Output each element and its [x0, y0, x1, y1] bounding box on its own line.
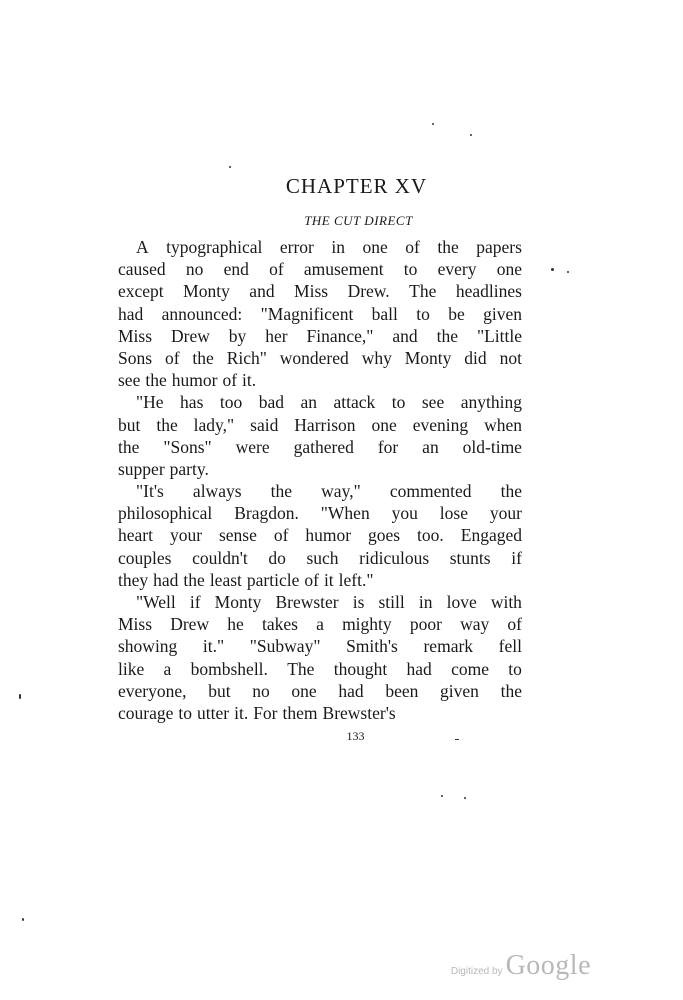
- scan-speck: [22, 918, 24, 921]
- scan-speck: [464, 797, 466, 799]
- chapter-subtitle: THE CUT DIRECT: [304, 213, 413, 228]
- text-line: everyone, but no one had been given the: [118, 680, 522, 701]
- text-line: philosophical Bragdon. "When you lose your: [118, 503, 522, 524]
- google-logo: Google: [505, 950, 591, 981]
- text-line: the "Sons" were gathered for an old-time: [118, 436, 522, 457]
- text-line: "It's always the way," commented the: [136, 481, 522, 502]
- scan-speck: [441, 795, 443, 797]
- text-line: "He has too bad an attack to see anything: [136, 392, 522, 413]
- text-line: Miss Drew by her Finance," and the "Little: [118, 325, 522, 346]
- text-line: showing it." "Subway" Smith's remark fell: [118, 636, 522, 657]
- digitized-watermark: [451, 950, 591, 982]
- scan-speck: [470, 134, 472, 136]
- body-text: [118, 236, 522, 724]
- text-line: supper party.: [118, 458, 209, 479]
- text-line: except Monty and Miss Drew. The headlines: [118, 281, 522, 302]
- text-line: they had the least particle of it left.": [118, 569, 374, 590]
- text-line: "Well if Monty Brewster is still in love with: [136, 592, 522, 612]
- text-line: couples couldn't do such ridiculous stunts if: [118, 547, 522, 568]
- scan-speck: [455, 739, 459, 740]
- scan-speck: [19, 694, 21, 699]
- text-line: heart your sense of humor goes too. Engaged: [118, 525, 522, 546]
- watermark-prefix: Digitized by: [450, 966, 503, 977]
- text-line: but the lady," said Harrison one evening when: [118, 414, 522, 435]
- text-line: A typographical error in one of the papers: [136, 237, 522, 257]
- page-number: 133: [346, 729, 365, 743]
- scan-speck: [432, 123, 434, 125]
- text-line: Miss Drew he takes a mighty poor way of: [118, 614, 522, 635]
- text-line: like a bombshell. The thought had come to: [118, 658, 522, 679]
- text-line: had announced: "Magnificent ball to be given: [118, 303, 522, 324]
- chapter-heading: CHAPTER XV: [285, 174, 428, 198]
- scan-speck: [229, 166, 231, 168]
- text-line: Sons of the Rich" wondered why Monty did not: [118, 347, 522, 368]
- text-line: caused no end of amusement to every one: [118, 259, 522, 280]
- text-line: courage to utter it. For them Brewster's: [118, 702, 396, 723]
- scan-speck: [551, 268, 554, 271]
- text-line: see the humor of it.: [118, 370, 257, 391]
- scan-speck: [567, 271, 569, 273]
